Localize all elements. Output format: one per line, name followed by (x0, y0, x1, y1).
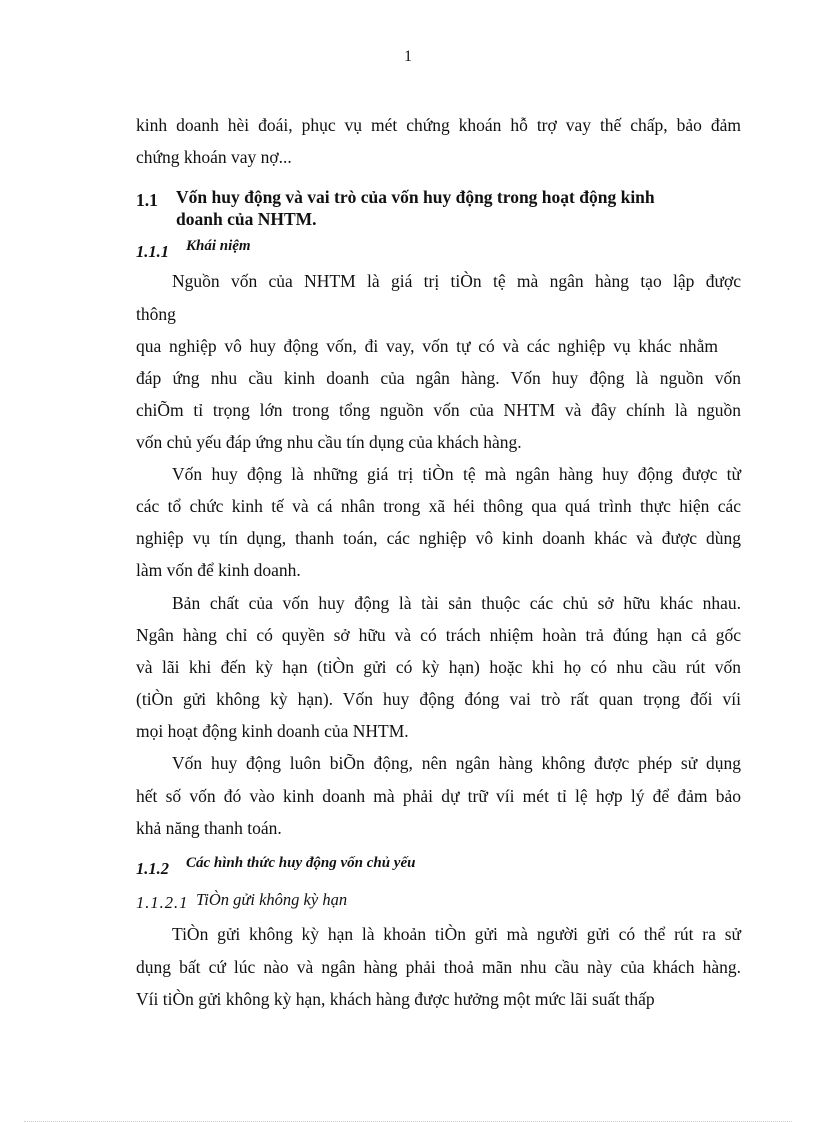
body-text-line: vốn chủ yếu đáp ứng nhu cầu tín dụng của khách hàng. (136, 432, 522, 452)
body-text-line: kinh doanh hèi đoái, phục vụ mét chứng khoán hỗ trợ vay thế chấp, bảo đảm (136, 115, 741, 135)
page-bottom-divider (24, 1121, 792, 1122)
body-text-line: khả năng thanh toán. (136, 818, 282, 838)
subsection-number: 1.1.2 (136, 859, 169, 878)
body-text-line: TiÒn gửi không kỳ hạn là khoản tiÒn gửi mà người gửi có thể rút ra sử (172, 924, 741, 944)
body-text-line: làm vốn để kinh doanh. (136, 560, 301, 580)
subsubsection-number: 1.1.2.1 (136, 893, 189, 912)
body-text-line: Bản chất của vốn huy động là tài sản thuộc các chủ sở hữu khác nhau. (172, 593, 741, 613)
subsection-heading: Các hình thức huy động vốn chủ yếu (186, 855, 416, 871)
body-text-line: thông (136, 304, 176, 324)
section-number: 1.1 (136, 190, 158, 210)
body-text-line: dụng bất cứ lúc nào và ngân hàng phải thoả mãn nhu cầu này của khách hàng. (136, 957, 741, 977)
body-text-line: hết số vốn đó vào kinh doanh mà phải dự trữ víi mét tỉ lệ hợp lý để đảm bảo (136, 786, 741, 806)
body-text-line: các tổ chức kinh tế và cá nhân trong xã héi thông qua quá trình thực hiện các (136, 496, 741, 516)
body-text-line: và lãi khi đến kỳ hạn (tiÒn gửi có kỳ hạn) hoặc khi họ có nhu cầu rút vốn (136, 657, 741, 677)
body-text-line: (tiÒn gửi không kỳ hạn). Vốn huy động đóng vai trò rất quan trọng đối víi (136, 689, 741, 709)
body-text-line: Nguồn vốn của NHTM là giá trị tiÒn tệ mà ngân hàng tạo lập được (172, 271, 741, 291)
body-text-line: chiÕm tỉ trọng lớn trong tổng nguồn vốn của NHTM và đây chính là nguồn (136, 400, 741, 420)
body-text-line: mọi hoạt động kinh doanh của NHTM. (136, 721, 409, 741)
body-text-line: Vốn huy động là những giá trị tiÒn tệ mà ngân hàng huy động được từ (172, 464, 741, 484)
section-heading-continued: doanh của NHTM. (176, 209, 317, 229)
section-heading: Vốn huy động và vai trò của vốn huy động trong hoạt động kinh (176, 187, 655, 207)
body-text-line: Vốn huy động luôn biÕn động, nên ngân hàng không được phép sử dụng (172, 753, 741, 773)
body-text-line: đáp ứng nhu cầu kinh doanh của ngân hàng. Vốn huy động là nguồn vốn (136, 368, 741, 388)
body-text-line: nghiệp vụ tín dụng, thanh toán, các nghiệp vô kinh doanh khác và được dùng (136, 528, 741, 548)
subsection-number: 1.1.1 (136, 242, 169, 261)
body-text-line: chứng khoán vay nợ... (136, 147, 292, 167)
page-number: 1 (404, 48, 412, 65)
subsubsection-heading: TiÒn gửi không kỳ hạn (196, 890, 348, 909)
subsection-heading: Khái niệm (186, 238, 251, 254)
body-text-line: Víi tiÒn gửi không kỳ hạn, khách hàng được hưởng một mức lãi suất thấp (136, 989, 655, 1009)
body-text-line: Ngân hàng chỉ có quyền sở hữu và có trách nhiệm hoàn trả đúng hạn cả gốc (136, 625, 741, 645)
body-text-line: qua nghiệp vô huy động vốn, đi vay, vốn tự có và các nghiệp vụ khác nhằm (136, 336, 718, 356)
